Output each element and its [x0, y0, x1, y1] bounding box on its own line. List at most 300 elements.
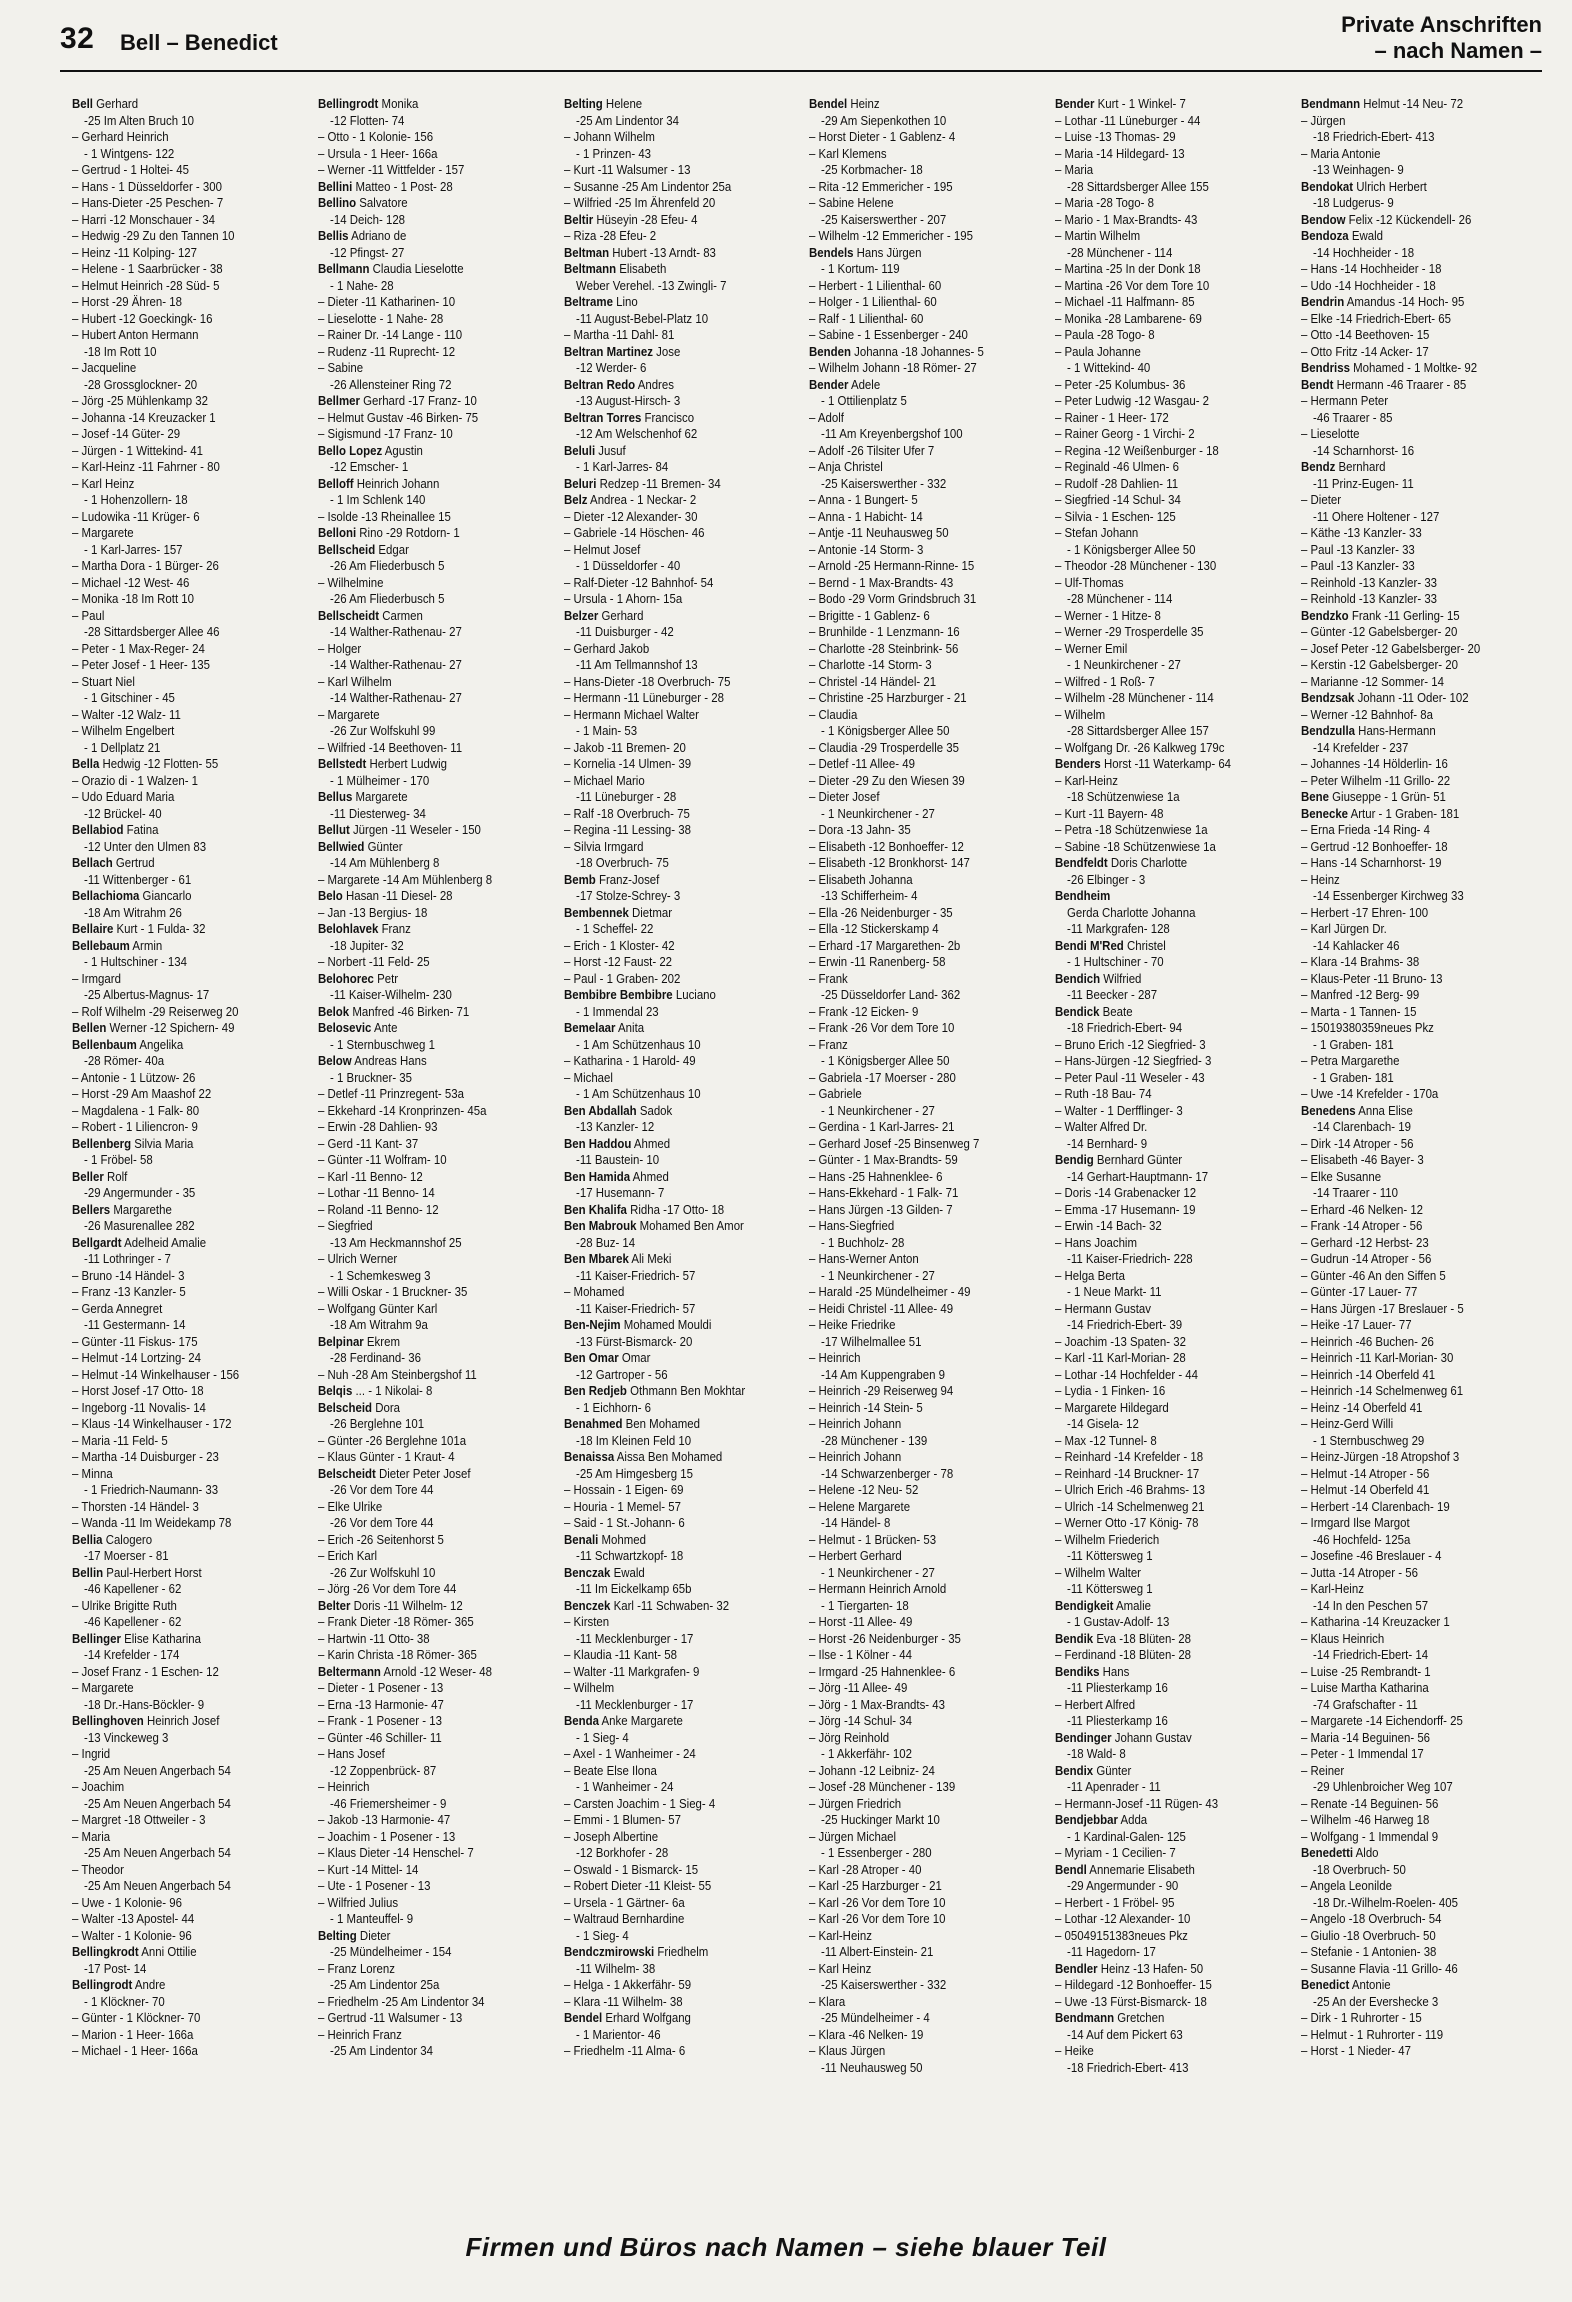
surname: Below — [317, 1053, 352, 1068]
listing-column-4 — [809, 96, 1016, 2226]
listing-entry: – Stefanie - 1 Antonien- 38 — [1301, 1944, 1437, 1959]
listing-entry: -11 Kaiser-Wilhelm- 230 — [329, 987, 452, 1002]
listing-entry: – Wolfgang - 1 Immendal 9 — [1301, 1828, 1439, 1844]
listing-entry: – Frank -14 Atroper - 56 — [1301, 1218, 1423, 1233]
listing-entry: – Wolfgang Dr. -26 Kalkweg 179c — [1055, 739, 1225, 755]
listing-entry: Bellinghoven Heinrich Josef — [72, 1713, 220, 1728]
listing-entry: – Sabine -18 Schützenwiese 1a — [1055, 838, 1217, 854]
listing-entry: – Heike — [1055, 2043, 1095, 2058]
surname: Bendigkeit — [1055, 1597, 1114, 1613]
listing-entry: – Karl -25 Harzburger - 21 — [809, 1878, 943, 1893]
listing-entry: -25 An der Eversheckе 3 — [1313, 1993, 1439, 2009]
listing-entry: – Ulrich -14 Schelmenweg 21 — [1055, 1498, 1205, 1514]
listing-entry: Bellenbaum Angelika — [72, 1036, 184, 1052]
listing-entry: – Klara -11 Wilhelm- 38 — [563, 1993, 683, 2009]
surname: Bendel — [809, 96, 848, 111]
listing-entry: – Minna — [72, 1465, 113, 1481]
surname: Benczak — [563, 1564, 611, 1580]
surname: Bendiks — [1055, 1663, 1100, 1679]
listing-entry: – Heinrich -46 Buchen- 26 — [1301, 1333, 1434, 1349]
listing-entry: – Reiner — [1301, 1762, 1345, 1778]
listing-entry: -29 Uhlenbroicher Weg 107 — [1313, 1779, 1453, 1794]
listing-entry: -11 Kaiser-Friedrich- 57 — [575, 1267, 695, 1283]
listing-entry: – Erich - 1 Kloster- 42 — [563, 937, 675, 953]
listing-entry: Bellingrodt Monika — [317, 96, 419, 111]
listing-entry: – Bodo -29 Vorm Grindsbruch 31 — [809, 591, 977, 606]
surname: Bellmann — [317, 261, 370, 276]
surname: Bendi M'Red — [1055, 937, 1125, 953]
listing-entry: Bendoza Ewald — [1301, 228, 1384, 243]
listing-entry: – Ursula - 1 Ahorn- 15a — [563, 591, 682, 606]
listing-entry: – Gerd -11 Kant- 37 — [317, 1135, 419, 1151]
listing-entry: – Roland -11 Benno- 12 — [317, 1201, 439, 1217]
listing-entry: - 1 Wittekind- 40 — [1067, 360, 1151, 375]
surname: Bellini — [317, 178, 353, 194]
listing-entry: – 15019380359neues Pkz — [1301, 1020, 1435, 1035]
listing-entry: Bendzko Frank -11 Gerling- 15 — [1301, 607, 1460, 623]
listing-column-5 — [1055, 96, 1262, 2226]
listing-entry: -14 Clarenbach- 19 — [1313, 1119, 1412, 1134]
listing-entry: – Josef Peter -12 Gabelsberger- 20 — [1301, 640, 1481, 656]
listing-entry: – Wilfried -25 Im Ährenfeld 20 — [563, 195, 715, 210]
listing-entry: – Helmut - 1 Brücken- 53 — [809, 1531, 937, 1547]
listing-entry: -12 Am Welschenhof 62 — [575, 426, 697, 441]
listing-entry: – Heinrich — [809, 1350, 861, 1365]
listing-entry: Belting Dieter — [317, 1927, 391, 1943]
listing-entry: Belosevic Ante — [317, 1020, 398, 1035]
listing-entry: - 1 Kardinal-Galen- 125 — [1067, 1828, 1187, 1844]
listing-entry: – Erwin -11 Ranenberg- 58 — [809, 954, 946, 969]
listing-entry: – Erna Frieda -14 Ring- 4 — [1301, 822, 1431, 837]
listing-entry: – Ralf-Dieter -12 Bahnhof- 54 — [563, 574, 714, 590]
listing-entry: – Marta - 1 Tannen- 15 — [1301, 1003, 1417, 1019]
listing-entry: – Heike -17 Lauer- 77 — [1301, 1317, 1412, 1332]
listing-entry: – Lydia - 1 Finken- 16 — [1055, 1383, 1166, 1398]
listing-entry: Benedict Antonie — [1301, 1977, 1391, 1992]
surname: Bemelaar — [563, 1020, 616, 1035]
listing-entry: – Maria — [1055, 162, 1094, 177]
listing-entry: – Peter - 1 Max-Reger- 24 — [72, 640, 205, 656]
listing-entry: – Ursela - 1 Gärtner- 6a — [563, 1894, 685, 1910]
listing-entry: – Hans Joachim — [1055, 1234, 1138, 1250]
listing-column-6 — [1301, 96, 1508, 2226]
listing-entry: Bellingkrodt Anni Ottilie — [72, 1944, 197, 1959]
listing-entry: – Anja Christel — [809, 459, 884, 474]
listing-entry: – Orazio di - 1 Walzen- 1 — [72, 772, 199, 788]
listing-entry: – Marianne -12 Sommer- 14 — [1301, 673, 1445, 689]
surname: Bella — [72, 756, 100, 771]
listing-entry: - 1 Gitschiner - 45 — [84, 690, 175, 705]
surname: Belloni — [317, 525, 356, 540]
listing-entry: Bellin Paul-Herbert Horst — [72, 1564, 202, 1580]
listing-entry: – Günter -26 Berglehne 101a — [317, 1432, 466, 1448]
surname: Bendjebbar — [1055, 1812, 1119, 1827]
listing-entry: – Silvia Irmgard — [563, 838, 644, 854]
listing-entry: – Paula Johanne — [1055, 343, 1142, 359]
listing-entry: – Erwin -14 Bach- 32 — [1055, 1218, 1163, 1233]
listing-entry: -14 Schwarzenberger - 78 — [821, 1465, 954, 1481]
listing-entry: – Paul — [72, 607, 105, 623]
listing-entry: Bellen Werner -12 Spichern- 49 — [72, 1020, 235, 1035]
listing-entry: – 05049151383neues Pkz — [1055, 1927, 1189, 1943]
listing-entry: – Paul -13 Kanzler- 33 — [1301, 541, 1415, 557]
listing-entry: -28 Sittardsberger Allee 155 — [1067, 178, 1210, 194]
listing-entry: Bellachioma Giancarlo — [72, 888, 192, 903]
listing-entry: – Herbert -14 Clarenbach- 19 — [1301, 1498, 1450, 1514]
listing-entry: Bellaire Kurt - 1 Fulda- 32 — [72, 921, 206, 936]
listing-entry: -14 Am Mühlenberg 8 — [329, 855, 440, 870]
listing-entry: – Willi Oskar - 1 Bruckner- 35 — [317, 1284, 468, 1299]
listing-entry: Beltman Hubert -13 Arndt- 83 — [563, 244, 716, 260]
listing-entry: Benedens Anna Elise — [1301, 1102, 1414, 1118]
listing-entry: – Heinz — [1301, 871, 1340, 887]
listing-entry: – Christel -14 Händel- 21 — [809, 673, 937, 689]
listing-entry: Bellia Calogero — [72, 1531, 153, 1547]
listing-entry: - 1 Graben- 181 — [1313, 1036, 1394, 1052]
surname: Benali — [563, 1531, 598, 1547]
surname: Benahmed — [563, 1416, 623, 1431]
surname: Bendik — [1055, 1630, 1094, 1646]
listing-entry: -28 Münchener - 114 — [1067, 244, 1173, 260]
listing-entry: – Gertrud -12 Bonhoeffer- 18 — [1301, 838, 1448, 854]
listing-entry: Belzer Gerhard — [563, 607, 644, 623]
listing-entry: – Rainer - 1 Heer- 172 — [1055, 409, 1170, 425]
listing-entry: -11 Mecklenburger - 17 — [575, 1630, 694, 1646]
listing-entry: – Josef Franz - 1 Eschen- 12 — [72, 1663, 219, 1679]
listing-column-3 — [564, 96, 771, 2226]
listing-entry: -26 Vor dem Tore 44 — [329, 1482, 434, 1497]
listing-entry: -11 Gestermann- 14 — [84, 1317, 186, 1332]
listing-entry: – Paul -13 Kanzler- 33 — [1301, 558, 1415, 573]
listing-entry: – Said - 1 St.-Johann- 6 — [563, 1515, 685, 1530]
listing-entry: -14 Bernhard- 9 — [1067, 1135, 1148, 1151]
listing-entry: – Riza -28 Efeu- 2 — [563, 228, 656, 243]
listing-entry: Bene Giuseppe - 1 Grün- 51 — [1301, 789, 1447, 804]
listing-entry: – Max -12 Tunnel- 8 — [1055, 1432, 1158, 1448]
listing-entry: – Heinrich Franz — [317, 2026, 402, 2042]
page-number: 32 — [60, 22, 95, 55]
surname: Benda — [563, 1713, 599, 1728]
listing-entry: – Johann -12 Leibniz- 24 — [809, 1762, 936, 1778]
listing-entry: – Mario - 1 Max-Brandts- 43 — [1055, 211, 1198, 227]
listing-entry: – Günter -46 An den Siffen 5 — [1301, 1267, 1446, 1283]
listing-entry: -46 Kapellener - 62 — [84, 1581, 182, 1596]
listing-entry: -18 Overbruch- 50 — [1313, 1861, 1406, 1877]
surname: Bellaire — [72, 921, 114, 936]
listing-entry: -14 Händel- 8 — [821, 1515, 891, 1530]
listing-entry: -11 Pliesterkamp 16 — [1067, 1713, 1169, 1728]
surname: Bellgardt — [72, 1234, 122, 1250]
listing-entry: – Maria -14 Hildegard- 13 — [1055, 145, 1185, 161]
listing-entry: – Heinrich -14 Oberfeld 41 — [1301, 1366, 1436, 1382]
listing-entry: Ben Hamida Ahmed — [563, 1168, 669, 1184]
listing-entry: – Ella -26 Neidenburger - 35 — [809, 904, 954, 920]
listing-entry: – Hans Jürgen -13 Gilden- 7 — [809, 1201, 954, 1217]
listing-entry: -26 Masurenallee 282 — [84, 1218, 195, 1233]
listing-entry: -11 Köttersweg 1 — [1067, 1581, 1153, 1596]
listing-entry: -25 Albertus-Magnus- 17 — [84, 987, 210, 1002]
listing-entry: - 1 Karl-Jarres- 157 — [84, 541, 183, 557]
listing-entry: Belter Doris -11 Wilhelm- 12 — [317, 1597, 463, 1613]
listing-entry: – Walter -13 Apostel- 44 — [72, 1911, 195, 1926]
surname: Bellachioma — [72, 888, 140, 903]
listing-entry: – Karin Christa -18 Römer- 365 — [317, 1647, 477, 1662]
listing-entry: – Klaus Jürgen — [809, 2043, 886, 2058]
listing-entry: - 1 Main- 53 — [575, 723, 637, 738]
listing-entry: - 1 Eichhorn- 6 — [575, 1399, 651, 1415]
listing-entry: -11 Albert-Einstein- 21 — [821, 1944, 934, 1959]
listing-entry: -25 Mündelheimer - 154 — [329, 1944, 452, 1959]
listing-entry: – Udo -14 Hochheider - 18 — [1301, 277, 1436, 293]
listing-entry: – Dieter -11 Katharinen- 10 — [317, 294, 455, 309]
listing-entry: - 1 Neunkirchener - 27 — [821, 1564, 936, 1580]
surname: Bendmann — [1055, 2010, 1115, 2025]
listing-entry: – Peter -25 Kolumbus- 36 — [1055, 376, 1186, 392]
listing-entry: – Ekkehard -14 Kronprinzen- 45a — [317, 1102, 487, 1118]
listing-entry: – Hans-Jürgen -12 Siegfried- 3 — [1055, 1053, 1212, 1068]
listing-entry: – Martina -26 Vor dem Tore 10 — [1055, 277, 1210, 293]
listing-entry: -14 Auf dem Pickert 63 — [1067, 2026, 1184, 2042]
listing-entry: -26 Zur Wolfskuhl 99 — [329, 723, 436, 738]
listing-entry: -25 Am Neuen Angerbach 54 — [84, 1762, 231, 1778]
listing-entry: – Walter - 1 Derfflinger- 3 — [1055, 1102, 1184, 1118]
listing-entry: – Hedwig -29 Zu den Tannen 10 — [72, 228, 235, 243]
listing-entry: -25 Korbmacher- 18 — [821, 162, 924, 177]
listing-entry: – Ulrich Erich -46 Brahms- 13 — [1055, 1482, 1206, 1497]
listing-entry: -11 Hagedorn- 17 — [1067, 1944, 1157, 1959]
listing-entry: – Thorsten -14 Händel- 3 — [72, 1498, 199, 1514]
listing-entry: Ben Redjeb Othmann Ben Mokhtar — [563, 1383, 745, 1398]
listing-entry: - 1 Akkerfähr- 102 — [821, 1746, 913, 1761]
surname: Belscheid — [317, 1399, 372, 1415]
surname: Beltran Martinez — [563, 343, 653, 359]
listing-entry: – Dirk - 1 Ruhrorter - 15 — [1301, 2010, 1422, 2025]
listing-entry: Bella Hedwig -12 Flotten- 55 — [72, 756, 219, 771]
listing-entry: – Beate Else Ilona — [563, 1762, 657, 1778]
surname: Belzer — [563, 607, 598, 623]
listing-entry: – Helmut Heinrich -28 Süd- 5 — [72, 277, 220, 293]
listing-entry: – Manfred -12 Berg- 99 — [1301, 987, 1420, 1002]
listing-entry: – Erich -26 Seitenhorst 5 — [317, 1531, 444, 1547]
listing-entry: Benczak Ewald — [563, 1564, 645, 1580]
surname: Bellia — [72, 1531, 103, 1547]
listing-entry: Beltermann Arnold -12 Weser- 48 — [317, 1663, 492, 1679]
listing-entry: -74 Grafschafter - 11 — [1313, 1696, 1418, 1712]
listing-entry: – Kirsten — [563, 1614, 609, 1629]
listing-entry: – Jürgen — [1301, 112, 1346, 128]
listing-entry: Belz Andrea - 1 Neckar- 2 — [563, 492, 696, 507]
listing-entry: – Hermann -11 Lüneburger - 28 — [563, 690, 724, 705]
listing-entry: – Sabine - 1 Essenberger - 240 — [809, 327, 969, 342]
listing-entry: – Günter -11 Fiskus- 175 — [72, 1333, 198, 1349]
surname: Belting — [317, 1927, 357, 1943]
listing-entry: - 1 Kortum- 119 — [821, 261, 901, 276]
listing-columns — [72, 96, 1542, 2226]
listing-entry: – Werner Emil — [1055, 640, 1128, 656]
listing-entry: – Klaus Dieter -14 Henschel- 7 — [317, 1845, 474, 1860]
listing-entry: Bellebaum Armin — [72, 937, 163, 953]
listing-entry: – Udo Eduard Maria — [72, 789, 175, 804]
listing-entry: – Heidi Christel -11 Allee- 49 — [809, 1300, 954, 1316]
listing-entry: Beluli Jusuf — [563, 442, 626, 458]
listing-entry: – Jörg -25 Mühlenkamp 32 — [72, 393, 209, 408]
listing-entry: – Wilhelm Friederich — [1055, 1531, 1160, 1547]
listing-entry: – Günter -17 Lauer- 77 — [1301, 1284, 1418, 1299]
listing-entry: – Horst - 1 Nieder- 47 — [1301, 2043, 1412, 2058]
surname: Beltran Redo — [563, 376, 635, 392]
surname: Ben Khalifa — [563, 1201, 627, 1217]
surname: Bellach — [72, 855, 113, 870]
listing-entry: – Hubert -12 Goeckingk- 16 — [72, 310, 213, 326]
listing-entry: Beltran Martinez Jose — [563, 343, 680, 359]
surname: Ben-Nejim — [563, 1317, 621, 1332]
surname: Bellingkrodt — [72, 1944, 139, 1959]
listing-entry: – Rainer Georg - 1 Virchi- 2 — [1055, 426, 1195, 441]
listing-entry: – Luise -25 Rembrandt- 1 — [1301, 1663, 1431, 1679]
listing-entry: – Luise Martha Katharina — [1301, 1680, 1429, 1695]
listing-entry: -12 Unter den Ulmen 83 — [84, 838, 207, 854]
listing-entry: – Horst -26 Neidenburger - 35 — [809, 1630, 962, 1646]
listing-entry: – Horst -11 Allee- 49 — [809, 1614, 913, 1629]
listing-entry: -11 Lothringer - 7 — [84, 1251, 171, 1266]
listing-entry: – Wilhelm — [563, 1680, 614, 1695]
listing-entry: – Antje -11 Neuhausweg 50 — [809, 525, 950, 540]
surname: Bene — [1301, 789, 1330, 804]
listing-entry: – Elisabeth -12 Bonhoeffer- 12 — [809, 838, 965, 854]
listing-entry: Beltrame Lino — [563, 294, 638, 309]
listing-entry: – Peter Paul -11 Weseler - 43 — [1055, 1069, 1205, 1085]
listing-entry: – Bruno -14 Händel- 3 — [72, 1267, 185, 1283]
listing-entry: – Kurt -14 Mittel- 14 — [317, 1861, 419, 1877]
listing-entry: – Wilhelm -12 Emmericher - 195 — [809, 228, 974, 243]
listing-entry: - 1 Neunkirchener - 27 — [821, 1102, 936, 1118]
surname: Bellin — [72, 1564, 104, 1580]
listing-entry: – Maria Antonie — [1301, 145, 1381, 161]
listing-entry: – Wilhelm — [1055, 706, 1106, 722]
surname: Bendt — [1301, 376, 1334, 392]
listing-entry: -25 Am Lindentor 34 — [329, 2043, 433, 2058]
listing-entry: Bellini Matteo - 1 Post- 28 — [317, 178, 453, 194]
listing-entry: - 1 Schemkesweg 3 — [329, 1267, 431, 1283]
listing-entry: – Irmgard -25 Hahnenklee- 6 — [809, 1663, 956, 1679]
listing-entry: – Jakob -11 Bremen- 20 — [563, 739, 686, 755]
listing-entry: – Reinhard -14 Krefelder - 18 — [1055, 1449, 1204, 1464]
listing-entry: – Harald -25 Mündelheimer - 49 — [809, 1284, 971, 1299]
listing-entry: – Dieter Josef — [809, 789, 881, 804]
listing-entry: – Dora -13 Jahn- 35 — [809, 822, 912, 837]
listing-entry: Bemb Franz-Josef — [563, 871, 659, 887]
listing-entry: – Günter -11 Wolfram- 10 — [317, 1152, 447, 1167]
surname: Bendig — [1055, 1152, 1095, 1167]
listing-entry: – Rudolf -28 Dahlien- 11 — [1055, 475, 1179, 491]
listing-entry: - 1 Wanheimer - 24 — [575, 1779, 674, 1794]
listing-entry: – Heinrich -14 Schelmenweg 61 — [1301, 1383, 1464, 1398]
listing-entry: – Anna - 1 Habicht- 14 — [809, 508, 924, 524]
listing-entry: -25 Kaiserswerther - 207 — [821, 211, 947, 227]
listing-entry: – Isolde -13 Rheinallee 15 — [317, 508, 451, 524]
listing-entry: – Heinrich -11 Karl-Morian- 30 — [1301, 1350, 1454, 1365]
listing-entry: - 1 Am Schützenhaus 10 — [575, 1036, 701, 1052]
listing-entry: – Herbert Alfred — [1055, 1696, 1136, 1712]
listing-entry: – Otto - 1 Kolonie- 156 — [317, 129, 433, 144]
listing-entry: – Brigitte - 1 Gablenz- 6 — [809, 607, 931, 623]
listing-entry: – Siegfried — [317, 1218, 373, 1233]
listing-entry: Bendzsak Johann -11 Oder- 102 — [1301, 690, 1469, 705]
listing-entry: – Robert - 1 Liliencron- 9 — [72, 1119, 198, 1134]
listing-entry: – Josef -28 Münchener - 139 — [809, 1779, 956, 1794]
listing-entry: - 1 Sternbuschweg 29 — [1313, 1432, 1425, 1448]
listing-entry: – Helmut Gustav -46 Birken- 75 — [317, 409, 478, 425]
listing-entry: - 1 Buchholz- 28 — [821, 1234, 905, 1250]
listing-entry: - 1 Immendal 23 — [575, 1003, 659, 1019]
listing-entry: – Margarete -14 Am Mühlenberg 8 — [317, 871, 493, 887]
listing-entry: - 1 Gustav-Adolf- 13 — [1067, 1614, 1170, 1629]
listing-column-2 — [318, 96, 525, 2226]
listing-entry: – Katharina - 1 Harold- 49 — [563, 1053, 696, 1068]
listing-entry: – Kerstin -12 Gabelsberger- 20 — [1301, 657, 1459, 672]
listing-entry: – Erhard -17 Margarethen- 2b — [809, 937, 961, 953]
listing-entry: -12 Zoppenbrück- 87 — [329, 1762, 437, 1778]
listing-entry: Weber Verehel. -13 Zwingli- 7 — [575, 277, 727, 293]
listing-entry: – Renate -14 Beguinen- 56 — [1301, 1795, 1439, 1811]
listing-entry: Bembennek Dietmar — [563, 904, 672, 920]
listing-entry: -25 Am Neuen Angerbach 54 — [84, 1795, 231, 1811]
listing-entry: Bellinger Elise Katharina — [72, 1630, 202, 1646]
listing-entry: – Karl-Heinz — [1301, 1581, 1365, 1596]
surname: Ben Redjeb — [563, 1383, 627, 1398]
listing-entry: - 1 Friedrich-Naumann- 33 — [84, 1482, 219, 1497]
listing-entry: -18 Am Witrahm 9a — [329, 1317, 428, 1332]
listing-entry: – Luise -13 Thomas- 29 — [1055, 129, 1176, 144]
footer-note: Firmen und Büros nach Namen – siehe blauer Teil — [465, 2232, 1107, 2262]
surname: Ben Mbarek — [563, 1251, 629, 1266]
listing-entry: – Horst -12 Faust- 22 — [563, 954, 672, 969]
listing-entry: -29 Am Siepenkothen 10 — [821, 112, 947, 128]
listing-entry: – Hans - 1 Düsseldorfer - 300 — [72, 178, 223, 194]
listing-entry: – Klaus Heinrich — [1301, 1630, 1385, 1646]
listing-entry: – Franz -13 Kanzler- 5 — [72, 1284, 186, 1299]
listing-entry: - 1 Mülheimer - 170 — [329, 772, 430, 788]
listing-entry: – Lieselotte - 1 Nahe- 28 — [317, 310, 444, 326]
surname: Bellers — [72, 1201, 111, 1217]
listing-entry: -11 Köttersweg 1 — [1067, 1548, 1153, 1563]
listing-entry: – Erwin -28 Dahlien- 93 — [317, 1119, 438, 1134]
listing-entry: – Siegfried -14 Schul- 34 — [1055, 492, 1182, 507]
listing-entry: -12 Werder- 6 — [575, 360, 647, 375]
listing-entry: – Wilhelm Engelbert — [72, 723, 175, 738]
listing-entry: -17 Moerser - 81 — [84, 1548, 169, 1563]
surname: Bellinger — [72, 1630, 121, 1646]
listing-entry: – Heinz-Gerd Willi — [1301, 1416, 1394, 1431]
surname: Bellebaum — [72, 937, 130, 953]
listing-entry: – Jakob -13 Harmonie- 47 — [317, 1812, 451, 1827]
surname: Benedict — [1301, 1977, 1350, 1992]
listing-entry: – Helmut Josef — [563, 541, 640, 557]
listing-entry: Belok Manfred -46 Birken- 71 — [317, 1003, 470, 1019]
listing-entry: Bellabiod Fatina — [72, 822, 159, 837]
surname: Bendrin — [1301, 294, 1345, 309]
listing-entry: – Oswald - 1 Bismarck- 15 — [563, 1861, 698, 1877]
listing-entry: – Michael -11 Halfmann- 85 — [1055, 294, 1195, 309]
listing-entry: – Helmut - 1 Ruhrorter - 119 — [1301, 2026, 1444, 2042]
listing-entry: – Franz Lorenz — [317, 1960, 395, 1976]
listing-entry: Bendriss Mohamed - 1 Moltke- 92 — [1301, 360, 1478, 375]
listing-entry: – Werner -12 Bahnhof- 8a — [1301, 706, 1434, 722]
listing-entry: Ben Haddou Ahmed — [563, 1135, 670, 1151]
listing-entry: Bellut Jürgen -11 Weseler - 150 — [317, 822, 481, 837]
listing-entry: – Bernd - 1 Max-Brandts- 43 — [809, 574, 954, 590]
listing-entry: - 1 Hohenzollern- 18 — [84, 492, 188, 507]
